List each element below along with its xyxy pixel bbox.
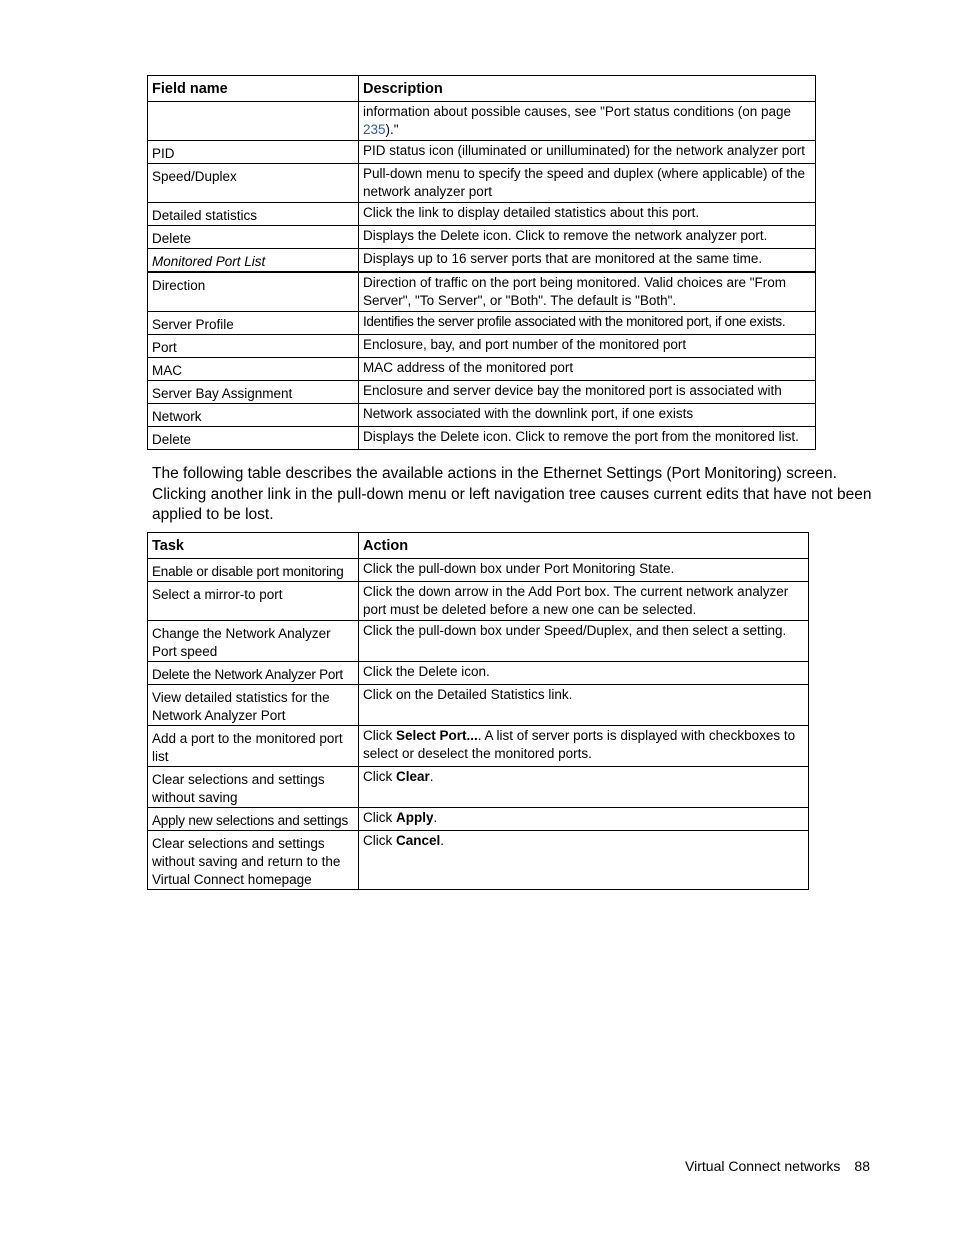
table-row — [148, 358, 816, 381]
field-cell: Port — [148, 335, 359, 358]
table-row — [148, 312, 816, 335]
page-footer — [600, 1158, 870, 1174]
table-row — [148, 404, 816, 427]
header-task: Task — [148, 533, 359, 559]
field-cell: Delete — [148, 427, 359, 450]
action-cell: Click Cancel. — [359, 831, 809, 890]
action-cell: Click the pull-down box under Speed/Duplex, and then select a setting. — [359, 621, 809, 662]
table-row — [148, 726, 809, 767]
table-row — [148, 559, 809, 582]
task-cell: Enable or disable port monitoring — [148, 559, 359, 582]
header-action: Action — [359, 533, 809, 559]
table-header-row — [148, 76, 816, 102]
description-cell: Enclosure and server device bay the monitored port is associated with — [359, 381, 816, 404]
table-row — [148, 427, 816, 450]
table-row — [148, 582, 809, 621]
task-cell: Select a mirror-to port — [148, 582, 359, 621]
task-action-table — [147, 532, 809, 890]
field-cell: MAC — [148, 358, 359, 381]
field-cell: Server Profile — [148, 312, 359, 335]
table-row — [148, 685, 809, 726]
action-cell: Click Apply. — [359, 808, 809, 831]
table-row — [148, 808, 809, 831]
table-row — [148, 249, 816, 273]
table-row — [148, 381, 816, 404]
task-cell: Apply new selections and settings — [148, 808, 359, 831]
description-cell: Displays the Delete icon. Click to remove the port from the monitored list. — [359, 427, 816, 450]
description-cell: Identifies the server profile associated with the monitored port, if one exists. — [359, 312, 816, 335]
task-cell: Change the Network Analyzer Port speed — [148, 621, 359, 662]
field-cell: Network — [148, 404, 359, 427]
table-row — [148, 102, 816, 141]
field-cell: Server Bay Assignment — [148, 381, 359, 404]
field-cell — [148, 102, 359, 141]
description-cell: Enclosure, bay, and port number of the monitored port — [359, 335, 816, 358]
task-cell: Clear selections and settings without saving — [148, 767, 359, 808]
table-row — [148, 831, 809, 890]
header-field-name: Field name — [148, 76, 359, 102]
page-link[interactable]: 235 — [363, 122, 386, 137]
table-row — [148, 767, 809, 808]
action-cell: Click on the Detailed Statistics link. — [359, 685, 809, 726]
table-row — [148, 203, 816, 226]
description-cell: Direction of traffic on the port being monitored. Valid choices are "From Server", "To Server", or "Both". The default is "Both". — [359, 272, 816, 312]
table-row — [148, 662, 809, 685]
description-cell: information about possible causes, see "Port status conditions (on page 235)." — [359, 102, 816, 141]
task-cell: Delete the Network Analyzer Port — [148, 662, 359, 685]
footer-section-title: Virtual Connect networks — [685, 1158, 841, 1174]
description-cell: MAC address of the monitored port — [359, 358, 816, 381]
field-description-table — [147, 75, 816, 450]
task-cell: View detailed statistics for the Network Analyzer Port — [148, 685, 359, 726]
action-cell: Click the Delete icon. — [359, 662, 809, 685]
table-row — [148, 226, 816, 249]
task-cell: Clear selections and settings without saving and return to the Virtual Connect homepage — [148, 831, 359, 890]
field-cell: Delete — [148, 226, 359, 249]
description-cell: Pull-down menu to specify the speed and duplex (where applicable) of the network analyzer port — [359, 164, 816, 203]
table-row — [148, 335, 816, 358]
description-cell: Displays up to 16 server ports that are monitored at the same time. — [359, 249, 816, 273]
description-cell: PID status icon (illuminated or unilluminated) for the network analyzer port — [359, 141, 816, 164]
table-row — [148, 164, 816, 203]
field-cell: Detailed statistics — [148, 203, 359, 226]
field-cell: Direction — [148, 272, 359, 312]
action-cell: Click Select Port.... A list of server ports is displayed with checkboxes to select or deselect the monitored ports. — [359, 726, 809, 767]
field-cell: PID — [148, 141, 359, 164]
action-cell: Click the down arrow in the Add Port box. The current network analyzer port must be deleted before a new one can be selected. — [359, 582, 809, 621]
table-row — [148, 141, 816, 164]
page-number: 88 — [854, 1158, 870, 1174]
field-cell: Speed/Duplex — [148, 164, 359, 203]
table-header-row — [148, 533, 809, 559]
field-cell: Monitored Port List — [148, 249, 359, 273]
header-description: Description — [359, 76, 816, 102]
action-cell: Click the pull-down box under Port Monitoring State. — [359, 559, 809, 582]
description-cell: Displays the Delete icon. Click to remove the network analyzer port. — [359, 226, 816, 249]
description-cell: Click the link to display detailed statistics about this port. — [359, 203, 816, 226]
intro-paragraph: The following table describes the available actions in the Ethernet Settings (Port Monitoring) screen. Clicking another link in the pull-down menu or left navigation tree causes current edits that have not been applied to be lost. — [152, 465, 872, 523]
table-row — [148, 621, 809, 662]
description-cell: Network associated with the downlink port, if one exists — [359, 404, 816, 427]
task-cell: Add a port to the monitored port list — [148, 726, 359, 767]
table-row — [148, 272, 816, 312]
action-cell: Click Clear. — [359, 767, 809, 808]
